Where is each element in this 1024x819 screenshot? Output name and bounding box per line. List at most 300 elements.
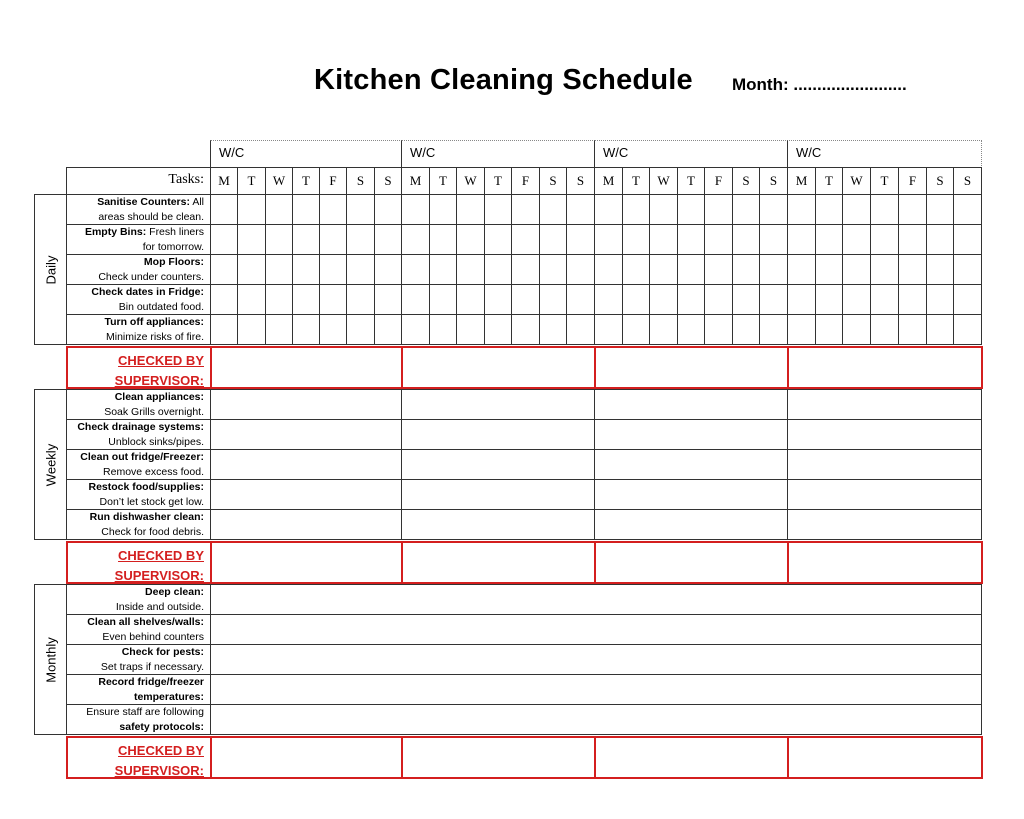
day-header xyxy=(319,167,347,195)
daily-check-cell[interactable] xyxy=(292,284,320,315)
daily-check-cell[interactable] xyxy=(704,194,733,225)
task-detail: Even behind counters xyxy=(102,630,204,643)
day-label: T xyxy=(302,173,310,188)
task-label xyxy=(66,419,211,450)
weekly-check-cell[interactable] xyxy=(401,509,595,540)
daily-check-cell[interactable] xyxy=(677,284,705,315)
task-detail: Don’t let stock get low. xyxy=(99,495,204,508)
daily-check-cell[interactable] xyxy=(511,224,540,255)
daily-check-cell[interactable] xyxy=(374,314,402,345)
daily-check-cell[interactable] xyxy=(456,284,485,315)
week-commencing-header[interactable] xyxy=(787,140,982,168)
daily-check-cell[interactable] xyxy=(210,194,238,225)
month-field[interactable]: Month: ........................ xyxy=(732,75,907,94)
supervisor-label-line: CHECKED BY xyxy=(118,353,204,368)
daily-check-cell[interactable] xyxy=(319,284,347,315)
task-detail: All xyxy=(189,195,204,208)
task-detail: Check for food debris. xyxy=(101,525,204,538)
daily-check-cell[interactable] xyxy=(456,224,485,255)
daily-check-cell[interactable] xyxy=(649,194,678,225)
weekly-check-cell[interactable] xyxy=(210,419,402,450)
supervisor-signature-cell[interactable] xyxy=(594,736,789,779)
daily-check-cell[interactable] xyxy=(815,224,843,255)
week-commencing-header[interactable] xyxy=(210,140,402,168)
daily-check-cell[interactable] xyxy=(566,194,595,225)
week-label: W/C xyxy=(796,145,822,160)
daily-check-cell[interactable] xyxy=(787,194,816,225)
weekly-check-cell[interactable] xyxy=(787,389,982,420)
day-label: M xyxy=(218,173,230,188)
daily-check-cell[interactable] xyxy=(401,284,430,315)
day-label: F xyxy=(329,173,337,188)
daily-check-cell[interactable] xyxy=(539,314,567,345)
daily-check-cell[interactable] xyxy=(677,314,705,345)
daily-check-cell[interactable] xyxy=(649,224,678,255)
day-header xyxy=(759,167,788,195)
daily-check-cell[interactable] xyxy=(566,254,595,285)
daily-check-cell[interactable] xyxy=(429,314,457,345)
daily-check-cell[interactable] xyxy=(401,224,430,255)
daily-check-cell[interactable] xyxy=(539,284,567,315)
daily-check-cell[interactable] xyxy=(926,224,954,255)
daily-check-cell[interactable] xyxy=(870,194,899,225)
tasks-header xyxy=(66,167,211,195)
day-label: W xyxy=(272,173,286,188)
day-header xyxy=(210,167,238,195)
task-label xyxy=(66,479,211,510)
day-header xyxy=(898,167,927,195)
task-detail: Bin outdated food. xyxy=(118,300,204,313)
daily-check-cell[interactable] xyxy=(566,224,595,255)
task-detail: Soak Grills overnight. xyxy=(104,405,204,418)
week-label: W/C xyxy=(219,145,245,160)
daily-check-cell[interactable] xyxy=(842,194,871,225)
supervisor-signature-cell[interactable] xyxy=(787,346,983,389)
day-label: T xyxy=(494,173,502,188)
daily-check-cell[interactable] xyxy=(292,194,320,225)
daily-check-cell[interactable] xyxy=(539,194,567,225)
supervisor-signature-cell[interactable] xyxy=(787,541,983,584)
day-label: M xyxy=(602,173,615,188)
day-header xyxy=(429,167,457,195)
task-title: Deep clean: xyxy=(145,585,204,598)
day-label: W xyxy=(850,173,863,188)
daily-check-cell[interactable] xyxy=(594,254,623,285)
category-daily xyxy=(34,194,67,345)
task-detail: for tomorrow. xyxy=(142,240,204,253)
task-detail: temperatures: xyxy=(133,690,204,703)
daily-check-cell[interactable] xyxy=(237,194,266,225)
daily-check-cell[interactable] xyxy=(456,194,485,225)
day-label: T xyxy=(880,173,889,188)
daily-check-cell[interactable] xyxy=(566,284,595,315)
monthly-check-cell[interactable] xyxy=(210,704,982,735)
daily-check-cell[interactable] xyxy=(265,314,293,345)
category-weekly xyxy=(34,389,67,540)
monthly-check-cell[interactable] xyxy=(210,644,982,675)
week-label: W/C xyxy=(410,145,436,160)
task-label xyxy=(66,449,211,480)
day-label: T xyxy=(632,173,640,188)
day-header xyxy=(842,167,871,195)
weekly-check-cell[interactable] xyxy=(594,419,788,450)
supervisor-signature-cell[interactable] xyxy=(401,346,596,389)
daily-check-cell[interactable] xyxy=(319,224,347,255)
daily-check-cell[interactable] xyxy=(594,224,623,255)
daily-check-cell[interactable] xyxy=(292,224,320,255)
daily-check-cell[interactable] xyxy=(622,224,650,255)
daily-check-cell[interactable] xyxy=(732,224,760,255)
daily-check-cell[interactable] xyxy=(566,314,595,345)
daily-check-cell[interactable] xyxy=(346,284,375,315)
task-detail: Ensure staff are following xyxy=(86,705,204,718)
task-detail: Check under counters. xyxy=(98,270,204,283)
supervisor-signature-cell[interactable] xyxy=(210,736,403,779)
daily-check-cell[interactable] xyxy=(292,254,320,285)
day-label: F xyxy=(521,173,530,188)
weekly-check-cell[interactable] xyxy=(401,389,595,420)
daily-check-cell[interactable] xyxy=(787,254,816,285)
daily-check-cell[interactable] xyxy=(346,314,375,345)
day-header xyxy=(594,167,623,195)
daily-check-cell[interactable] xyxy=(926,254,954,285)
supervisor-signature-cell[interactable] xyxy=(594,541,789,584)
day-label: F xyxy=(908,173,917,188)
day-header xyxy=(484,167,512,195)
supervisor-label-line: SUPERVISOR: xyxy=(114,373,204,388)
day-label: S xyxy=(384,173,392,188)
supervisor-signature-cell[interactable] xyxy=(401,541,596,584)
task-detail: Inside and outside. xyxy=(115,600,204,613)
daily-check-cell[interactable] xyxy=(677,224,705,255)
daily-check-cell[interactable] xyxy=(622,194,650,225)
daily-check-cell[interactable] xyxy=(815,254,843,285)
task-detail: Remove excess food. xyxy=(103,465,204,478)
daily-check-cell[interactable] xyxy=(265,284,293,315)
daily-check-cell[interactable] xyxy=(732,314,760,345)
supervisor-signature-cell[interactable] xyxy=(210,541,403,584)
task-title: Run dishwasher clean: xyxy=(89,510,204,523)
supervisor-label-line: CHECKED BY xyxy=(118,548,204,563)
supervisor-signature-cell[interactable] xyxy=(594,346,789,389)
daily-check-cell[interactable] xyxy=(787,314,816,345)
day-header xyxy=(926,167,954,195)
task-label xyxy=(66,584,211,615)
monthly-check-cell[interactable] xyxy=(210,674,982,705)
daily-check-cell[interactable] xyxy=(898,284,927,315)
day-header xyxy=(456,167,485,195)
daily-check-cell[interactable] xyxy=(484,284,512,315)
day-header xyxy=(237,167,266,195)
daily-check-cell[interactable] xyxy=(484,314,512,345)
daily-check-cell[interactable] xyxy=(704,284,733,315)
daily-check-cell[interactable] xyxy=(732,254,760,285)
weekly-check-cell[interactable] xyxy=(594,509,788,540)
daily-check-cell[interactable] xyxy=(401,194,430,225)
weekly-check-cell[interactable] xyxy=(594,479,788,510)
daily-check-cell[interactable] xyxy=(953,194,982,225)
supervisor-label xyxy=(66,346,212,389)
weekly-check-cell[interactable] xyxy=(594,389,788,420)
weekly-check-cell[interactable] xyxy=(401,479,595,510)
daily-check-cell[interactable] xyxy=(953,284,982,315)
daily-check-cell[interactable] xyxy=(759,314,788,345)
day-header xyxy=(870,167,899,195)
daily-check-cell[interactable] xyxy=(842,254,871,285)
task-title: Clean appliances: xyxy=(114,390,204,403)
task-detail: areas should be clean. xyxy=(98,210,204,223)
task-detail: Minimize risks of fire. xyxy=(105,330,204,343)
daily-check-cell[interactable] xyxy=(787,284,816,315)
daily-check-cell[interactable] xyxy=(429,224,457,255)
category-label: Monthly xyxy=(43,636,58,683)
daily-check-cell[interactable] xyxy=(649,314,678,345)
weekly-check-cell[interactable] xyxy=(787,479,982,510)
daily-check-cell[interactable] xyxy=(346,194,375,225)
daily-check-cell[interactable] xyxy=(870,254,899,285)
day-label: S xyxy=(549,173,557,188)
weekly-check-cell[interactable] xyxy=(401,419,595,450)
supervisor-label-line: SUPERVISOR: xyxy=(114,763,204,778)
weekly-check-cell[interactable] xyxy=(210,479,402,510)
daily-check-cell[interactable] xyxy=(815,314,843,345)
daily-check-cell[interactable] xyxy=(511,284,540,315)
task-label xyxy=(66,614,211,645)
tasks-label: Tasks: xyxy=(168,172,204,187)
day-label: W xyxy=(657,173,670,188)
daily-check-cell[interactable] xyxy=(319,194,347,225)
daily-check-cell[interactable] xyxy=(870,224,899,255)
daily-check-cell[interactable] xyxy=(539,224,567,255)
task-title: Check drainage systems: xyxy=(77,420,204,433)
task-label xyxy=(66,194,211,225)
daily-check-cell[interactable] xyxy=(759,224,788,255)
daily-check-cell[interactable] xyxy=(759,254,788,285)
daily-check-cell[interactable] xyxy=(704,314,733,345)
daily-check-cell[interactable] xyxy=(898,194,927,225)
daily-check-cell[interactable] xyxy=(594,194,623,225)
weekly-check-cell[interactable] xyxy=(787,449,982,480)
daily-check-cell[interactable] xyxy=(759,284,788,315)
daily-check-cell[interactable] xyxy=(815,194,843,225)
daily-check-cell[interactable] xyxy=(374,224,402,255)
day-header xyxy=(622,167,650,195)
daily-check-cell[interactable] xyxy=(704,224,733,255)
weekly-check-cell[interactable] xyxy=(210,509,402,540)
day-label: S xyxy=(963,173,972,188)
day-header xyxy=(649,167,678,195)
day-label: S xyxy=(742,173,750,188)
day-header xyxy=(539,167,567,195)
daily-check-cell[interactable] xyxy=(346,254,375,285)
day-header xyxy=(704,167,733,195)
daily-check-cell[interactable] xyxy=(953,314,982,345)
day-label: S xyxy=(356,173,365,188)
daily-check-cell[interactable] xyxy=(842,284,871,315)
day-label: M xyxy=(795,173,808,188)
day-header xyxy=(511,167,540,195)
daily-check-cell[interactable] xyxy=(401,314,430,345)
weekly-check-cell[interactable] xyxy=(787,509,982,540)
daily-check-cell[interactable] xyxy=(732,284,760,315)
task-detail: Unblock sinks/pipes. xyxy=(108,435,204,448)
daily-check-cell[interactable] xyxy=(622,314,650,345)
category-monthly xyxy=(34,584,67,735)
monthly-check-cell[interactable] xyxy=(210,584,982,615)
task-label xyxy=(66,224,211,255)
task-label xyxy=(66,284,211,315)
daily-check-cell[interactable] xyxy=(374,284,402,315)
task-label xyxy=(66,704,211,735)
daily-check-cell[interactable] xyxy=(926,284,954,315)
daily-check-cell[interactable] xyxy=(484,254,512,285)
task-label xyxy=(66,644,211,675)
daily-check-cell[interactable] xyxy=(898,314,927,345)
daily-check-cell[interactable] xyxy=(870,314,899,345)
week-commencing-header[interactable] xyxy=(594,140,788,168)
daily-check-cell[interactable] xyxy=(926,314,954,345)
task-label xyxy=(66,389,211,420)
day-header xyxy=(374,167,402,195)
daily-check-cell[interactable] xyxy=(926,194,954,225)
supervisor-label xyxy=(66,541,212,584)
daily-check-cell[interactable] xyxy=(511,314,540,345)
day-header xyxy=(292,167,320,195)
daily-check-cell[interactable] xyxy=(677,254,705,285)
supervisor-signature-cell[interactable] xyxy=(787,736,983,779)
task-title: Empty Bins: xyxy=(84,225,147,238)
category-label: Daily xyxy=(43,255,58,284)
day-label: T xyxy=(439,173,447,188)
day-header xyxy=(401,167,430,195)
daily-check-cell[interactable] xyxy=(237,224,266,255)
task-label xyxy=(66,509,211,540)
daily-check-cell[interactable] xyxy=(210,254,238,285)
task-title: Turn off appliances: xyxy=(104,315,204,328)
daily-check-cell[interactable] xyxy=(870,284,899,315)
daily-check-cell[interactable] xyxy=(265,194,293,225)
daily-check-cell[interactable] xyxy=(237,284,266,315)
day-header xyxy=(566,167,595,195)
daily-check-cell[interactable] xyxy=(319,254,347,285)
daily-check-cell[interactable] xyxy=(429,254,457,285)
daily-check-cell[interactable] xyxy=(210,284,238,315)
day-header xyxy=(677,167,705,195)
day-label: T xyxy=(687,173,695,188)
supervisor-label xyxy=(66,736,212,779)
supervisor-signature-cell[interactable] xyxy=(210,346,403,389)
daily-check-cell[interactable] xyxy=(649,284,678,315)
daily-check-cell[interactable] xyxy=(649,254,678,285)
task-detail: Fresh liners xyxy=(146,225,204,238)
daily-check-cell[interactable] xyxy=(594,284,623,315)
daily-check-cell[interactable] xyxy=(787,224,816,255)
daily-check-cell[interactable] xyxy=(484,224,512,255)
task-label xyxy=(66,254,211,285)
day-label: F xyxy=(714,173,723,188)
daily-check-cell[interactable] xyxy=(237,254,266,285)
daily-check-cell[interactable] xyxy=(319,314,347,345)
daily-check-cell[interactable] xyxy=(237,314,266,345)
daily-check-cell[interactable] xyxy=(511,194,540,225)
daily-check-cell[interactable] xyxy=(374,254,402,285)
task-detail: Set traps if necessary. xyxy=(100,660,204,673)
task-title: Clean all shelves/walls: xyxy=(87,615,204,628)
daily-check-cell[interactable] xyxy=(429,284,457,315)
daily-check-cell[interactable] xyxy=(401,254,430,285)
daily-check-cell[interactable] xyxy=(456,314,485,345)
daily-check-cell[interactable] xyxy=(292,314,320,345)
daily-check-cell[interactable] xyxy=(511,254,540,285)
day-label: M xyxy=(409,173,422,188)
supervisor-label-line: CHECKED BY xyxy=(118,743,204,758)
daily-check-cell[interactable] xyxy=(265,224,293,255)
task-detail: safety protocols: xyxy=(119,720,204,733)
day-label: W xyxy=(464,173,477,188)
week-commencing-header[interactable] xyxy=(401,140,595,168)
week-label: W/C xyxy=(603,145,629,160)
day-label: T xyxy=(247,173,256,188)
task-label xyxy=(66,314,211,345)
monthly-check-cell[interactable] xyxy=(210,614,982,645)
weekly-check-cell[interactable] xyxy=(787,419,982,450)
daily-check-cell[interactable] xyxy=(842,224,871,255)
daily-check-cell[interactable] xyxy=(815,284,843,315)
weekly-check-cell[interactable] xyxy=(210,389,402,420)
page-title: Kitchen Cleaning Schedule xyxy=(314,64,693,96)
daily-check-cell[interactable] xyxy=(622,254,650,285)
daily-check-cell[interactable] xyxy=(594,314,623,345)
daily-check-cell[interactable] xyxy=(842,314,871,345)
daily-check-cell[interactable] xyxy=(953,254,982,285)
daily-check-cell[interactable] xyxy=(622,284,650,315)
daily-check-cell[interactable] xyxy=(704,254,733,285)
daily-check-cell[interactable] xyxy=(210,224,238,255)
daily-check-cell[interactable] xyxy=(898,224,927,255)
weekly-check-cell[interactable] xyxy=(401,449,595,480)
task-title: Restock food/supplies: xyxy=(88,480,204,493)
supervisor-label-line: SUPERVISOR: xyxy=(114,568,204,583)
day-label: S xyxy=(769,173,778,188)
daily-check-cell[interactable] xyxy=(374,194,402,225)
daily-check-cell[interactable] xyxy=(759,194,788,225)
daily-check-cell[interactable] xyxy=(484,194,512,225)
day-header xyxy=(732,167,760,195)
daily-check-cell[interactable] xyxy=(898,254,927,285)
daily-check-cell[interactable] xyxy=(265,254,293,285)
weekly-check-cell[interactable] xyxy=(210,449,402,480)
task-title: Clean out fridge/Freezer: xyxy=(80,450,204,463)
supervisor-signature-cell[interactable] xyxy=(401,736,596,779)
daily-check-cell[interactable] xyxy=(732,194,760,225)
daily-check-cell[interactable] xyxy=(953,224,982,255)
daily-check-cell[interactable] xyxy=(677,194,705,225)
daily-check-cell[interactable] xyxy=(429,194,457,225)
day-header xyxy=(815,167,843,195)
category-label: Weekly xyxy=(43,443,58,486)
weekly-check-cell[interactable] xyxy=(594,449,788,480)
task-title: Mop Floors: xyxy=(143,255,204,268)
task-label xyxy=(66,674,211,705)
task-title: Check dates in Fridge: xyxy=(91,285,204,298)
day-header xyxy=(265,167,293,195)
daily-check-cell[interactable] xyxy=(456,254,485,285)
daily-check-cell[interactable] xyxy=(210,314,238,345)
task-title: Sanitise Counters: xyxy=(97,195,190,208)
daily-check-cell[interactable] xyxy=(346,224,375,255)
daily-check-cell[interactable] xyxy=(539,254,567,285)
day-header xyxy=(953,167,982,195)
